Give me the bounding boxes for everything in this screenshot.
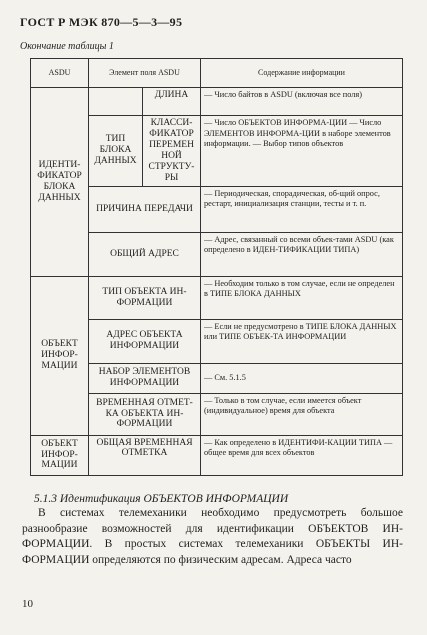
- content-cell: — Адрес, связанный со всеми объек-тами ASDU (как определено в ИДЕН-ТИФИКАЦИИ ТИПА): [201, 232, 403, 276]
- element-cell: ПРИЧИНА ПЕРЕДАЧИ: [89, 186, 201, 232]
- col-header-content: Содержание информации: [201, 59, 403, 88]
- element-cell: ВРЕМЕННАЯ ОТМЕТ-КА ОБЪЕКТА ИН-ФОРМАЦИИ: [89, 393, 201, 435]
- content-cell: — Необходим только в том случае, если не определен в ТИПЕ БЛОКА ДАННЫХ: [201, 276, 403, 319]
- asdu-cell: ОБЪЕКТ ИНФОР-МАЦИИ: [31, 276, 89, 435]
- content-cell: — Если не предусмотрено в ТИПЕ БЛОКА ДАННЫХ или ТИПЕ ОБЪЕК-ТА ИНФОРМАЦИИ: [201, 319, 403, 363]
- table-row: [31, 88, 403, 116]
- element-cell: ТИП ОБЪЕКТА ИН-ФОРМАЦИИ: [89, 276, 201, 319]
- element-cell: НАБОР ЭЛЕМЕНТОВ ИНФОРМАЦИИ: [89, 363, 201, 393]
- table-row: [31, 435, 403, 475]
- table-header-row: [31, 59, 403, 88]
- element-cell: ДЛИНА: [143, 88, 201, 116]
- standard-header: ГОСТ Р МЭК 870—5—3—95: [20, 15, 183, 29]
- element-cell: ОБЩИЙ АДРЕС: [89, 232, 201, 276]
- section-title: 5.1.3 Идентификация ОБЪЕКТОВ ИНФОРМАЦИИ: [34, 493, 289, 505]
- asdu-cell: ОБЪЕКТ ИНФОР-МАЦИИ: [31, 435, 89, 475]
- table-continuation-caption: Окончание таблицы 1: [20, 41, 114, 52]
- content-cell: — См. 5.1.5: [201, 363, 403, 393]
- asdu-structure-table: [30, 58, 403, 476]
- content-cell: — Как определено в ИДЕНТИФИ-КАЦИИ ТИПА — общее время для всех объектов: [201, 435, 403, 475]
- element-cell: КЛАССИ-ФИКАТОР ПЕРЕМЕН НОЙ СТРУКТУ-РЫ: [143, 116, 201, 187]
- element-cell: ОБЩАЯ ВРЕМЕННАЯ ОТМЕТКА: [89, 435, 201, 475]
- table-row: [31, 276, 403, 319]
- content-cell: — Только в том случае, если имеется объект (индивидуальное) время для объекта: [201, 393, 403, 435]
- content-cell: — Периодическая, спорадическая, об-щий опрос, рестарт, инициализация станции, тесты и т. п.: [201, 186, 403, 232]
- content-cell: — Число байтов в ASDU (включая все поля): [201, 88, 403, 116]
- col-header-element: Элемент поля ASDU: [89, 59, 201, 88]
- body-paragraph: В системах телемеханики необходимо предусмотреть большое разнообразие возможностей для идентификации ОБЪЕКТОВ ИН-ФОРМАЦИИ. В простых системах телемеханики ОБЪЕКТЫ ИН-ФОРМАЦИИ определяются по физическим адресам. Адреса часто: [22, 507, 403, 566]
- col-header-asdu: ASDU: [31, 59, 89, 88]
- content-cell: — Число ОБЪЕКТОВ ИНФОРМА-ЦИИ — Число ЭЛЕМЕНТОВ ИНФОРМА-ЦИИ в наборе элементов информации. — Выбор типов объектов: [201, 116, 403, 187]
- asdu-cell: ИДЕНТИ-ФИКАТОР БЛОКА ДАННЫХ: [31, 88, 89, 277]
- element-cell: АДРЕС ОБЪЕКТА ИНФОРМАЦИИ: [89, 319, 201, 363]
- element-cell: ТИП БЛОКА ДАННЫХ: [89, 116, 143, 187]
- page-number: 10: [22, 598, 33, 610]
